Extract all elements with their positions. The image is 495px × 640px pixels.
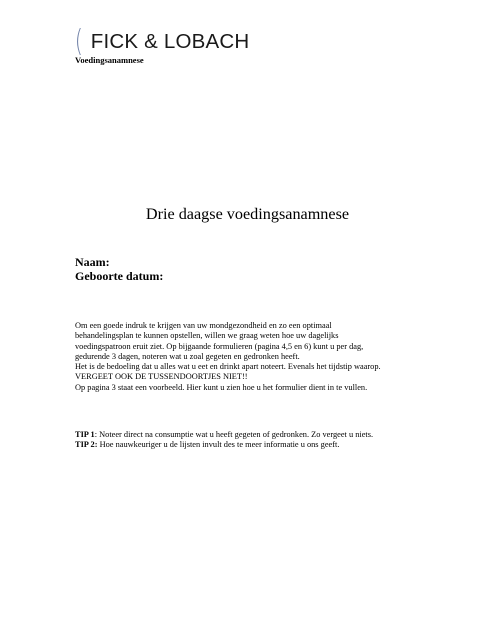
intro-line: Op pagina 3 staat een voorbeeld. Hier kunt u zien hoe u het formulier dient in te vullen. — [75, 382, 368, 392]
intro-paragraph — [75, 321, 435, 393]
birthdate-label: Geboorte datum: — [75, 269, 164, 283]
tip-item — [75, 440, 373, 450]
tip-text: Hoe nauwkeuriger u de lijsten invult des te meer informatie u ons geeft. — [99, 440, 340, 450]
tip-label: TIP 1 — [75, 430, 95, 439]
intro-line: VERGEET OOK DE TUSSENDOORTJES NIET!! — [75, 372, 248, 382]
tips-list — [75, 430, 373, 451]
name-label: Naam: — [75, 255, 110, 269]
tip-item — [75, 430, 373, 440]
intro-line: gedurende 3 dagen, noteren wat u zoal gegeten en gedronken heeft. — [75, 351, 300, 361]
tip-text: Noteer direct na consumptie wat u heeft gegeten of gedronken. Zo vergeet u niets. — [99, 430, 374, 439]
intro-line: Om een goede indruk te krijgen van uw mondgezondheid en zo een optimaal — [75, 321, 332, 330]
company-logo — [73, 24, 250, 59]
personal-fields — [75, 255, 163, 283]
intro-line: behandelingsplan te kunnen opstellen, willen we graag weten hoe uw dagelijks — [75, 331, 339, 341]
tip-separator: : — [94, 430, 100, 439]
document-title: Drie daagse voedingsanamnese — [145, 205, 350, 223]
tip-label: TIP 2: — [75, 440, 98, 450]
header-label: Voedingsanamnese — [75, 55, 144, 65]
intro-line: Het is de bedoeling dat u alles wat u eet en drinkt apart noteert. Evenals het tijdstip waarop. — [75, 362, 381, 372]
logo-text: FICK & LOBACH — [90, 30, 250, 53]
logo-bracket: ( — [74, 24, 83, 59]
intro-line: voedingspatroon eruit ziet. Op bijgaande formulieren (pagina 4,5 en 6) kunt u per dag, — [75, 341, 364, 351]
